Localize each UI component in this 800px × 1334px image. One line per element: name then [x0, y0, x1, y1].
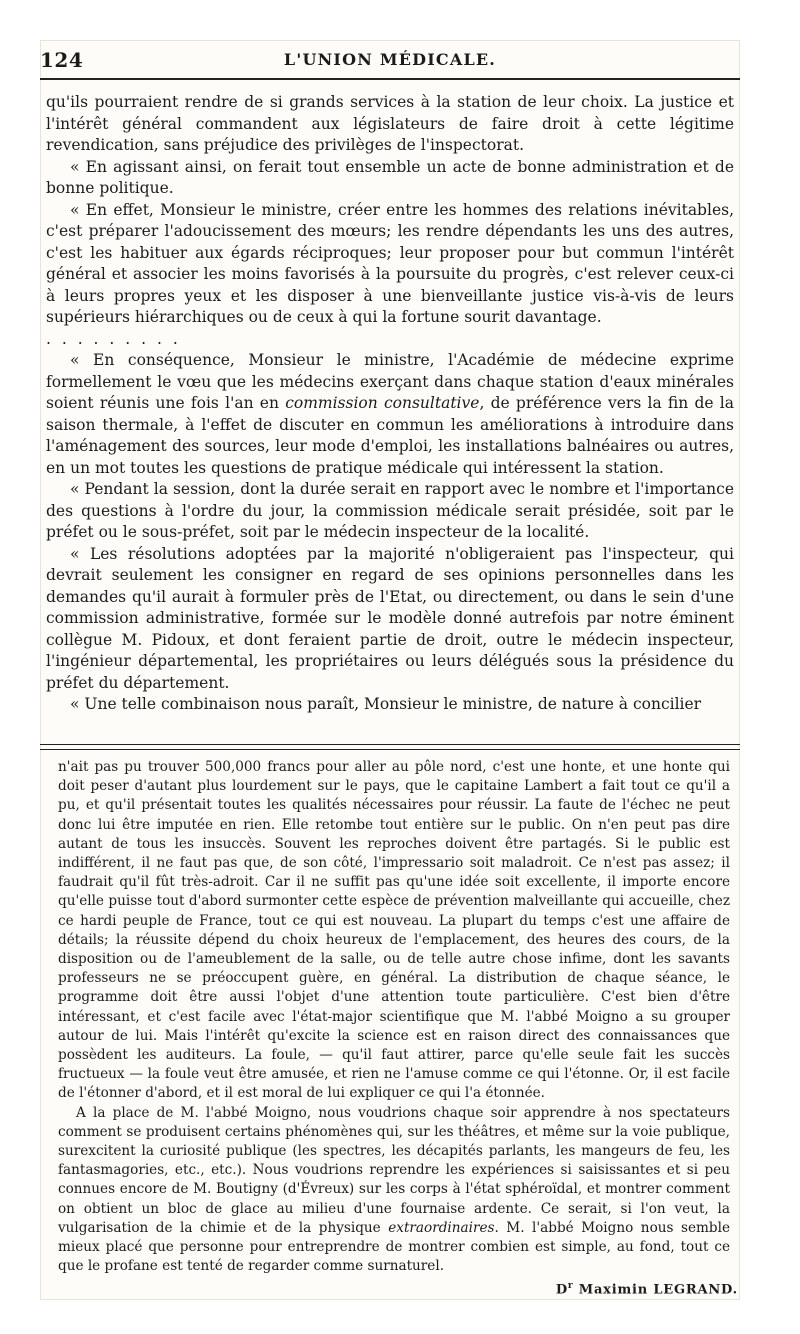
- feuilleton-paragraph-2-text: A la place de M. l'abbé Moigno, nous voudrions chaque soir apprendre à nos spectateurs comment se produisent certains phénomènes qui, sur les théâtres, et même sur la voie publique, surexcitent la curiosité publique (les spectres, les décapités parlants, les mangeurs de feu, les fantasmagories, etc., etc.). Nous voudrions reprendre les expériences si saisissantes et si peu connues encore de M. Boutigny (d'Évreux) sur les corps à l'état sphéroïdal, et montrer comment on obtient un bloc de glace au milieu d'une fournaise ardente. Ce serait, si l'on veut, la vulgarisation de la chimie et de la physique: [58, 1104, 730, 1236]
- signature-superscript: r: [567, 1281, 574, 1291]
- signature-name: Maximin LEGRAND.: [573, 1282, 738, 1298]
- article-paragraph-3: [46, 200, 734, 351]
- article-paragraph-1: qu'ils pourraient rendre de si grands services à la station de leur choix. La justice et l'intérêt général commandent aux législateurs de faire droit à cette légitime revendication, sans préjudice des privilèges de l'inspectorat.: [46, 93, 734, 154]
- feuilleton-separator: [40, 744, 740, 750]
- article-paragraph-4: [46, 350, 734, 479]
- feuilleton-paragraph-2-italic: extraordinaires: [388, 1219, 495, 1236]
- feuilleton-paragraph-1: n'ait pas pu trouver 500,000 francs pour aller au pôle nord, c'est une honte, et une honte qui doit peser d'autant plus lourdement sur le pays, que le capitaine Lambert a fait tout ce qu'il a pu, et qu'il présentait toutes les qualités nécessaires pour réussir. La faute de l'échec ne peut donc lui être imputée en rien. Elle retombe tout entière sur le public. On n'en peut pas dire autant de tous les insuccès. Souvent les reproches doivent être partagés. Si le public est indifférent, il ne faut pas que, de son côté, l'impressario soit maladroit. Ce n'est pas assez; il faudrait qu'il fût très-adroit. Car il ne suffit pas qu'une idée soit excellente, il importe encore qu'elle puisse tout d'abord surmonter cette espèce de prévention malveillante qui accueille, chez ce hardi peuple de France, tout ce qui est nouveau. La plupart du temps c'est une affaire de détails; la réussite dépend du choix heureux de l'emplacement, des heures des cours, de la disposition ou de l'ameublement de la salle, ou de telle autre chose infime, dont les savants professeurs ne se préoccupent guère, en général. La distribution de chaque séance, le programme doit être aussi l'objet d'une attention toute particulière. C'est bien d'être intéressant, et c'est facile avec l'état-major scientifique que M. l'abbé Moigno a su grouper autour de lui. Mais l'intérêt qu'excite la science est en raison direct des connaissances que possèdent les auditeurs. La foule, — qu'il faut attirer, parce qu'elle seule fait les succès fructueux — la foule veut être amusée, et rien ne l'amuse comme ce qui l'étonne. Or, il est facile de l'étonner d'abord, et il est moral de lui expliquer ce qui l'a étonnée.: [58, 759, 730, 1102]
- article-ellipsis: . . . . . . . . .: [46, 329, 181, 348]
- article-body: [46, 92, 734, 716]
- signature-prefix: D: [555, 1282, 568, 1298]
- author-signature: [556, 1281, 738, 1297]
- article-paragraph-2: « En agissant ainsi, on ferait tout ensemble un acte de bonne administration et de bonne politique.: [46, 157, 734, 197]
- article-paragraph-3-text: « En effet, Monsieur le ministre, créer entre les hommes des relations inévitables, c'est préparer l'adoucissement des mœurs; les rendre dépendants les uns des autres, c'est les habituer aux égards réciproques; leur proposer pour but commun l'intérêt général et associer les moins favorisés à la poursuite du progrès, c'est relever ceux-ci à leurs propres yeux et les disposer à une bienveillante justice vis-à-vis de leurs supérieurs hiérarchiques ou de ceux à qui la fortune sourit davantage.: [46, 200, 734, 326]
- article-paragraph-4-text: « En conséquence, Monsieur le ministre, l'Académie de médecine exprime formellement le vœu que les médecins exerçant dans chaque station d'eaux minérales soient réunis une fois l'an en: [46, 351, 734, 412]
- page-header: [40, 48, 740, 78]
- article-paragraph-4-end: , de préférence vers la fin de la saison thermale, à l'effet de discuter en commun les améliorations à introduire dans l'aménagement des sources, leur mode d'emploi, les installations balnéaires ou autres, en un mot toutes les questions de pratique médicale qui intéressent la station.: [46, 394, 734, 477]
- running-title: L'UNION MÉDICALE.: [283, 50, 497, 69]
- article-paragraph-5: « Pendant la session, dont la durée serait en rapport avec le nombre et l'importance des questions à l'ordre du jour, la commission médicale serait présidée, soit par le préfet ou le sous-préfet, soit par le médecin inspecteur de la localité.: [46, 480, 734, 541]
- feuilleton-paragraph-2-end: . M. l'abbé Moigno nous semble mieux placé que personne pour entreprendre de montrer combien est simple, au fond, tout ce que le profane est tenté de regarder comme surnaturel.: [58, 1219, 730, 1275]
- header-rule: [40, 78, 740, 80]
- page-number: 124: [40, 48, 84, 72]
- article-paragraph-4-italic: commission consultative: [285, 394, 480, 412]
- article-paragraph-7: « Une telle combinaison nous paraît, Monsieur le ministre, de nature à concilier: [70, 695, 702, 713]
- article-paragraph-6: « Les résolutions adoptées par la majorité n'obligeraient pas l'inspecteur, qui devrait seulement les consigner en regard de ses opinions personnelles dans les demandes qu'il aurait à formuler près de l'Etat, ou directement, ou dans le sein d'une commission administrative, formée sur le modèle donné autrefois par notre éminent collègue M. Pidoux, et dont feraient partie de droit, outre le médecin inspecteur, l'ingénieur départemental, les propriétaires ou leurs délégués sous la présidence du préfet du département.: [46, 544, 734, 692]
- feuilleton-paragraph-2: [58, 1104, 730, 1277]
- feuilleton-body: [58, 758, 730, 1276]
